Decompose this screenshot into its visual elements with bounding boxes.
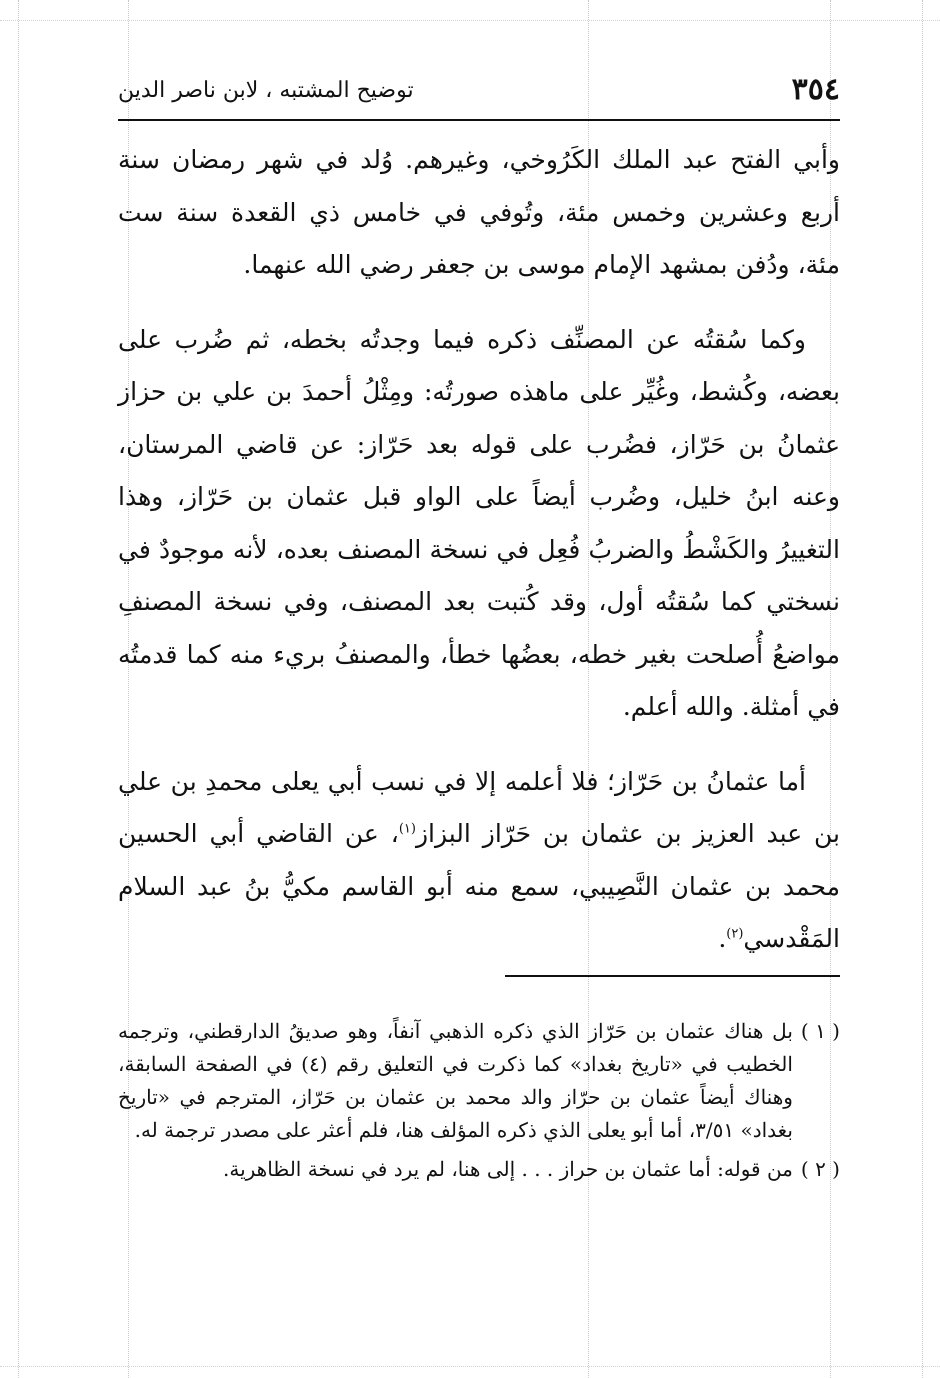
footnote-reference[interactable]: (١)	[398, 821, 416, 837]
body-paragraph: وكما سُقتُه عن المصنِّف ذكره فيما وجدتُه بخطه، ثم ضُرب على بعضه، وكُشط، وغُيِّر على ماهذه صورتُه: ومِثْلُ أحمدَ بن علي بن حزاز عثمانُ بن حَرّاز، فضُرب على قوله بعد حَرّاز: عن قاضي المرستان، وعنه ابنُ خليل، وضُرب أيضاً على الواو قبل عثمان بن حَرّاز، وهذا التغييرُ والكَشْطُ والضربُ فُعِل في نسخة المصنف بعده، لأنه موجودٌ في نسختي كما سُقتُه أول، وقد كُتبت بعد المصنف، وفي نسخة المصنفِ مواضعُ أُصلحت بغير خطه، بعضُها خطأ، والمصنفُ بريء منه كما قدمتُه في أمثلة. والله أعلم.	[118, 324, 840, 721]
footnote-text: بل هناك عثمان بن حَرّاز الذي ذكره الذهبي آنفاً، وهو صديقُ الدارقطني، وترجمه الخطيب في «تاريخ بغداد» كما ذكرت في التعليق رقم (٤) في الصفحة السابقة، وهناك أيضاً عثمان بن حرّاز والد محمد بن عثمان بن حَرّاز، المترجم في «تاريخ بغداد» ٣/٥١، أما أبو يعلى الذي ذكره المؤلف هنا، فلم أعثر على مصدر ترجمة له.	[118, 1019, 793, 1142]
paragraph-text: أما عثمانُ بن حَرّاز؛ فلا أعلمه إلا في نسب أبي يعلى محمدِ بن علي بن عبد العزيز بن عثمان بن حَرّاز البزاز	[118, 766, 840, 848]
paragraph-text: ، عن القاضي أبي الحسين محمد بن عثمان النَّصِيبي، سمع منه أبو القاسم مكيُّ بنُ عبد السلام المَقْدسي	[118, 819, 840, 953]
footnote-marker: ( ٢ )	[800, 1157, 840, 1181]
main-text	[118, 134, 840, 966]
footnotes	[118, 1015, 840, 1192]
body-paragraph	[118, 756, 840, 966]
footnote-text: من قوله: أما عثمان بن حراز . . . إلى هنا، لم يرد في نسخة الظاهرية.	[222, 1157, 793, 1181]
scan-guide-line	[0, 20, 940, 21]
header-rule	[118, 119, 840, 121]
footnote-marker: ( ١ )	[800, 1019, 840, 1043]
running-title: توضيح المشتبه ، لابن ناصر الدين	[118, 78, 414, 103]
scan-guide-line	[0, 1366, 940, 1367]
page-number: ٣٥٤	[791, 72, 840, 107]
scan-guide-line	[922, 0, 923, 1378]
footnote	[118, 1153, 840, 1186]
body-paragraph: وأبي الفتح عبد الملك الكَرُوخي، وغيرهم. وُلد في شهر رمضان سنة أربع وعشرين وخمس مئة، وتُوفي في خامس ذي القعدة سنة ست مئة، ودُفن بمشهد الإمام موسى بن جعفر رضي الله عنهما.	[118, 145, 840, 279]
footnote-reference[interactable]: (٢)	[726, 926, 744, 942]
page-header	[118, 70, 840, 114]
scan-guide-line	[18, 0, 19, 1378]
paragraph-text: .	[718, 924, 727, 953]
footnote-separator	[505, 975, 840, 977]
footnote	[118, 1015, 840, 1147]
